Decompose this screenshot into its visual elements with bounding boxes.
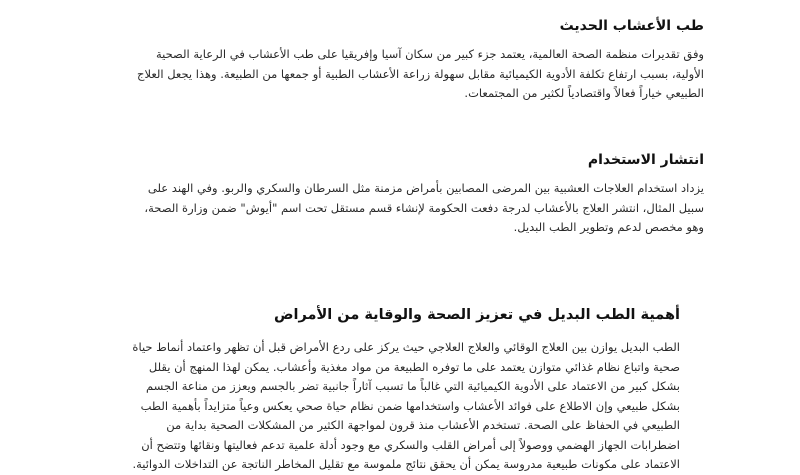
section-modern-herbal-medicine <box>124 16 704 104</box>
section-heading: طب الأعشاب الحديث <box>559 18 704 34</box>
section-paragraph: الطب البديل يوازن بين العلاج الوقائي والعلاج العلاجي حيث يركز على ردع الأمراض قبل أن تظهر واعتماد أنماط حياة صحية واتباع نظام غذائي متوازن يعتمد على ما توفره الطبيعة من مواد مغذية وأعشاب. يمكن لهذا المنهج أن يقلل بشكل كبير من الاعتماد على الأدوية الكيميائية التي غالباً ما تسبب آثاراً جانبية تضر بالجسم ويعزز من مناعة الجسم بشكل طبيعي وإن الاطلاع على فوائد الأعشاب واستخدامها ضمن نظام حياة صحي يعكس وعياً متزايداً بأهمية الطب الطبيعي في الحفاظ على الصحة. تستخدم الأعشاب منذ قرون لمواجهة الكثير من المشكلات الصحية بداية من اضطرابات الجهاز الهضمي ووصولاً إلى أمراض القلب والسكري مع وجود أدلة علمية تدعم فعاليتها ونقائها وتتضح أن الاعتماد على مكونات طبيعية مدروسة يمكن أن يحقق نتائج ملموسة مع تقليل المخاطر الناتجة عن التداخلات الدوائية. <box>132 340 680 471</box>
section-spread-of-use <box>124 150 704 238</box>
section-importance-of-alternative-medicine <box>120 305 680 475</box>
section-paragraph: وفق تقديرات منظمة الصحة العالمية، يعتمد جزء كبير من سكان آسيا وإفريقيا على طب الأعشاب في الرعاية الصحية الأولية، بسبب ارتفاع تكلفة الأدوية الكيميائية مقابل سهولة زراعة الأعشاب الطبية أو جمعها من الطبيعة. وهذا يجعل العلاج الطبيعي خياراً فعالاً واقتصادياً لكثير من المجتمعات. <box>137 47 704 100</box>
section-paragraph: يزداد استخدام العلاجات العشبية بين المرضى المصابين بأمراض مزمنة مثل السرطان والسكري والربو. وفي الهند على سبيل المثال، انتشر العلاج بالأعشاب لدرجة دفعت الحكومة لإنشاء قسم مستقل تحت اسم "أيوش" ضمن وزارة الصحة، وهو مخصص لدعم وتطوير الطب البديل. <box>144 181 704 234</box>
section-heading: انتشار الاستخدام <box>587 152 704 168</box>
section-heading: أهمية الطب البديل في تعزيز الصحة والوقاية من الأمراض <box>273 307 680 323</box>
